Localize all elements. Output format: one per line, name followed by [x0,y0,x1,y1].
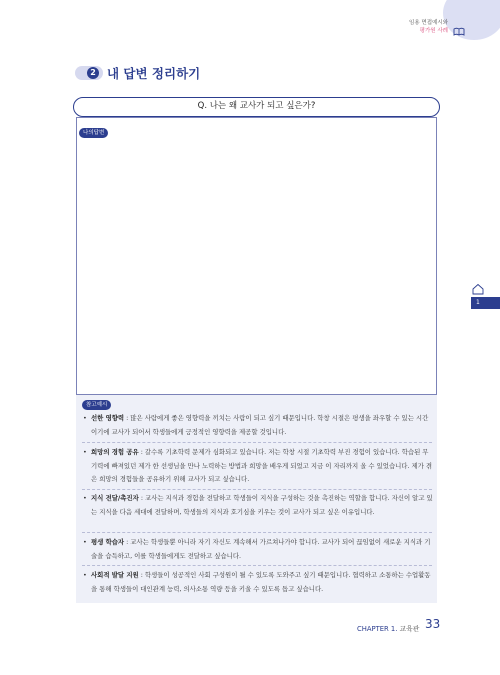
reference-item-term: 평생 학습자 [91,538,125,546]
divider [82,489,432,490]
divider [82,565,432,566]
divider [82,442,432,443]
header-decor-circle [443,0,500,40]
reference-item: • 사회적 발달 지원 : 학생들이 성공적인 사회 구성원이 될 수 있도록 도와주고 싶기 때문입니다. 협력하고 소통하는 수업활동을 통해 학생들이 대인관계 능력, 의사소통 역량 등을 키울 수 있도록 돕고 싶습니다. [83,571,431,593]
footer-chapter [357,623,419,633]
reference-item-text: : 갈수록 기초학력 문제가 심화되고 있습니다. 저는 학창 시절 기초학력 부진 경험이 있습니다. 학습된 무기력에 빠져있던 제가 한 선생님을 만나 노력하는 방법과 희망을 배우게 되었고 지금 이 자리까지 올 수 있었습니다. 제가 겪은 희망의 경험들을 공유하기 위해 교사가 되고 싶습니다. [91,448,433,483]
answer-box[interactable] [76,117,437,395]
house-icon [472,283,484,295]
divider [82,532,432,533]
reference-label: 참고예시 [82,400,111,410]
reference-item-text: : 교사는 학생들뿐 아니라 자기 자신도 계속해서 가르쳐나가야 합니다. 교사가 되어 끊임없이 새로운 지식과 기술을 습득하고, 이를 학생들에게도 전달하고 싶습니다. [91,538,431,560]
section-number: 2 [87,67,99,79]
header-series-subtitle: 평가원 사례 [419,28,448,34]
reference-item-term: 선한 영향력 [91,414,125,422]
chapter-side-tab-number: 1 [476,299,480,306]
reference-item-term: 사회적 발달 지원 [91,571,139,579]
reference-item-text: : 학생들이 성공적인 사회 구성원이 될 수 있도록 도와주고 싶기 때문입니다. 협력하고 소통하는 수업활동을 통해 학생들이 대인관계 능력, 의사소통 역량 등을 키울 수 있도록 돕고 싶습니다. [91,571,431,593]
footer-chapter-label: CHAPTER 1. [357,625,398,633]
reference-item-term: 지식 전달/촉진자 [91,494,139,502]
reference-item: • 희망의 경험 공유 : 갈수록 기초학력 문제가 심화되고 있습니다. 저는 학창 시절 기초학력 부진 경험이 있습니다. 학습된 무기력에 빠져있던 제가 한 선생님을 만나 노력하는 방법과 희망을 배우게 되었고 지금 이 자리까지 올 수 있었습니다. 제가 겪은 희망의 경험들을 공유하기 위해 교사가 되고 싶습니다. [83,448,433,483]
section-title: 내 답변 정리하기 [107,66,201,81]
reference-item: • 지식 전달/촉진자 : 교사는 지식과 경험을 전달하고 학생들이 지식을 구성하는 것을 촉진하는 역할을 합니다. 자신이 알고 있는 지식을 다음 세대에 전달하며, 학생들의 지식과 호기심을 키우는 것이 교사가 되고 싶은 이유입니다. [83,494,433,516]
my-answer-label: 나의답변 [79,128,108,138]
reference-item-text: : 교사는 지식과 경험을 전달하고 학생들이 지식을 구성하는 것을 촉진하는 역할을 합니다. 자신이 알고 있는 지식을 다음 세대에 전달하며, 학생들의 지식과 호기심을 키우는 것이 교사가 되고 싶은 이유입니다. [91,494,433,516]
reference-item: • 선한 영향력 : 많은 사람에게 좋은 영향력을 끼치는 사람이 되고 싶기 때문입니다. 학창 시절은 평생을 좌우할 수 있는 시간이기에 교사가 되어서 학생들에게 긍정적인 영향력을 제공할 것입니다. [83,414,429,436]
footer-chapter-title: 교육관 [399,625,420,633]
reference-item-term: 희망의 경험 공유 [91,448,139,456]
book-icon [453,27,465,36]
question-bar: Q. 나는 왜 교사가 되고 싶은가? [73,97,440,117]
reference-item: • 평생 학습자 : 교사는 학생들뿐 아니라 자기 자신도 계속해서 가르쳐나가야 합니다. 교사가 되어 끊임없이 새로운 지식과 기술을 습득하고, 이를 학생들에게도 전달하고 싶습니다. [83,538,431,560]
page-number: 33 [425,617,441,631]
reference-item-text: : 많은 사람에게 좋은 영향력을 끼치는 사람이 되고 싶기 때문입니다. 학창 시절은 평생을 좌우할 수 있는 시간이기에 교사가 되어서 학생들에게 긍정적인 영향력을 제공할 것입니다. [91,414,429,436]
header-series-title: 임용 면접예시와 [409,20,448,26]
